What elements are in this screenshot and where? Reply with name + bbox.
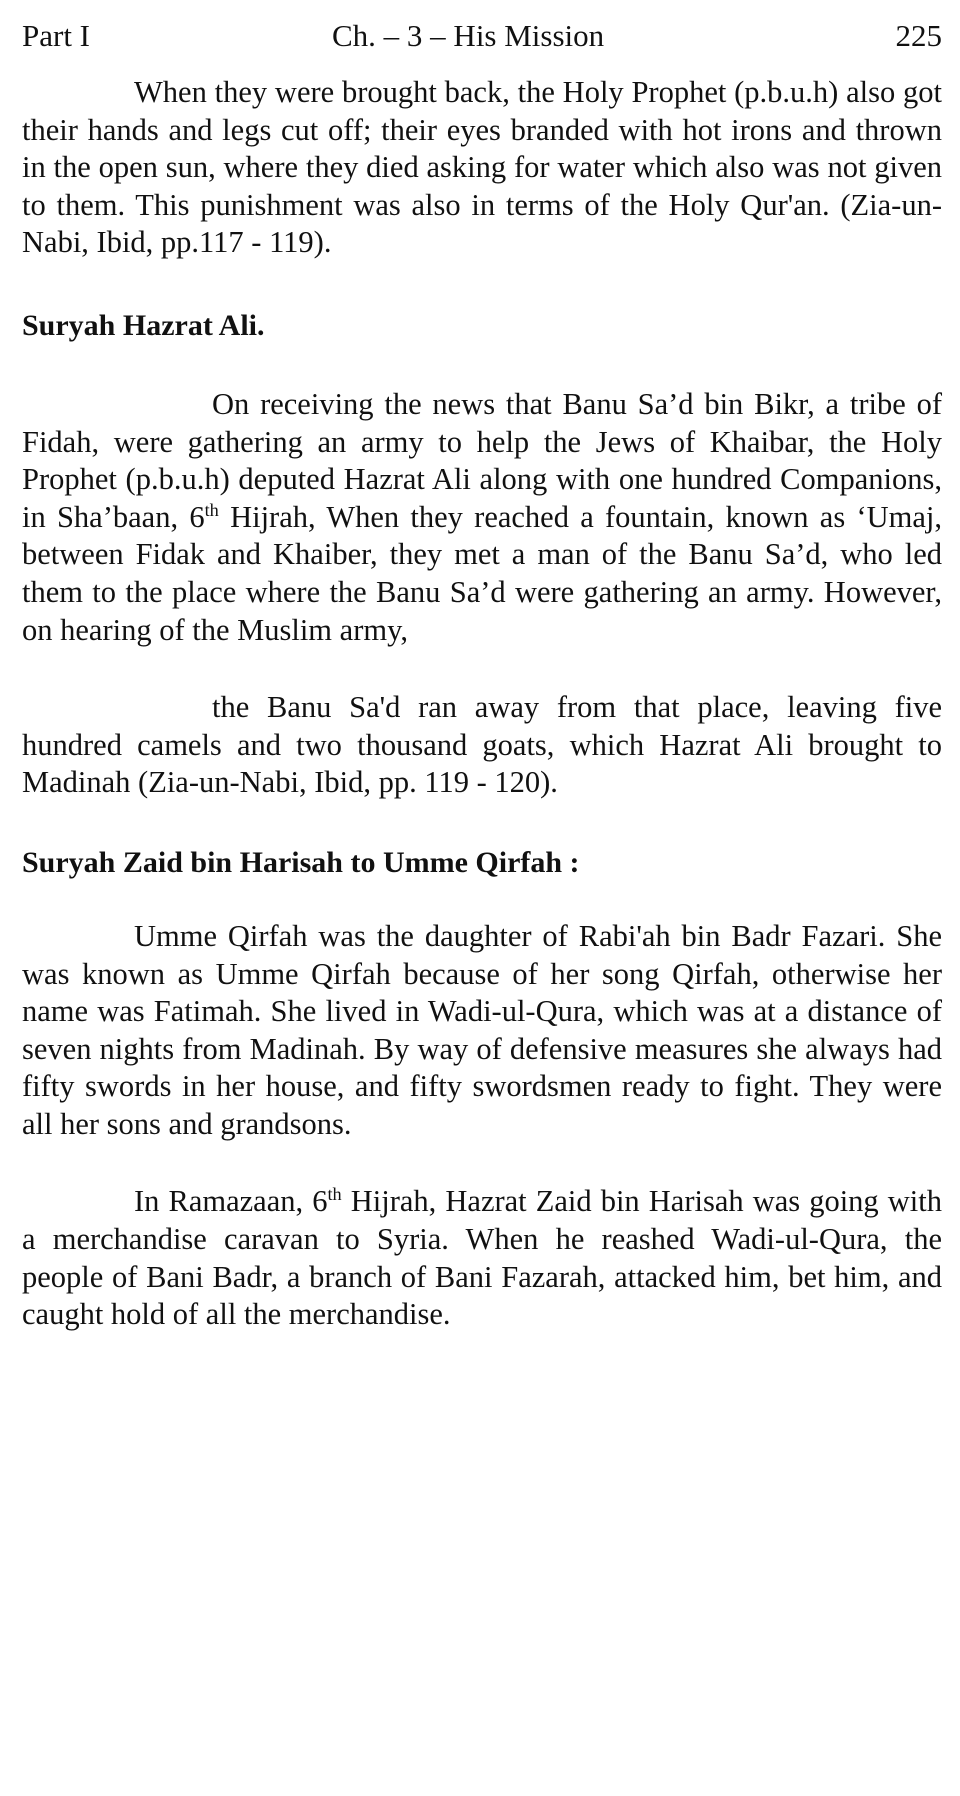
heading-suryah-hazrat-ali: Suryah Hazrat Ali. [22, 308, 265, 342]
ordinal-suffix: th [327, 1184, 342, 1205]
ordinal-suffix: th [204, 499, 219, 520]
page-number: 225 [895, 18, 942, 53]
paragraph-banu-sad-flee: the Banu Sa'd ran away from that place, leaving five hundred camels and two thousand goats, which Hazrat Ali brought to Madinah (Zia-un-Nabi, Ibid, pp. 119 - 120). [22, 690, 942, 800]
paragraph-text-part: On receiving the news that Banu Sa’d bin Bikr, a tribe of Fidah, were gathering an army to help the Jews of Khaibar, the Holy Prophet (p.b.u.h) deputed Hazrat Ali along with one hundred Companions, in Sha’baan, 6 [22, 386, 942, 534]
paragraph-umme-qirfah: Umme Qirfah was the daughter of Rabi'ah bin Badr Fazari. She was known as Umme Qirfah because of her song Qirfah, otherwise her name was Fatimah. She lived in Wadi-ul-Qura, which was at a distance of seven nights from Madinah. By way of defensive measures she always had fifty swords in her house, and fifty swordsmen ready to fight. They were all her sons and grandsons. [22, 918, 942, 1141]
chapter-title: Ch. – 3 – His Mission [332, 18, 605, 53]
paragraph-text-part: Hijrah, Hazrat Zaid bin Harisah was going with a merchandise caravan to Syria. When he reashed Wadi-ul-Qura, the people of Bani Badr, a branch of Bani Fazarah, attacked him, bet him, and caught hold of all the merchandise. [22, 1184, 942, 1332]
paragraph-punishment: When they were brought back, the Holy Prophet (p.b.u.h) also got their hands and legs cut off; their eyes branded with hot irons and thrown in the open sun, where they died asking for water which also was not given to them. This punishment was also in terms of the Holy Qur'an. (Zia-un-Nabi, Ibid, pp.117 - 119). [22, 75, 942, 260]
running-header [22, 16, 942, 56]
paragraph-banu-sad-news [22, 386, 942, 649]
heading-suryah-zaid: Suryah Zaid bin Harisah to Umme Qirfah : [22, 845, 580, 879]
part-label: Part I [22, 18, 91, 53]
paragraph-text-part: Hijrah, When they reached a fountain, known as ‘Umaj, between Fidak and Khaiber, they met a man of the Banu Sa’d, who led them to the place where the Banu Sa’d were gathering an army. However, on hearing of the Muslim army, [22, 499, 942, 647]
book-page [22, 0, 942, 1334]
paragraph-text-part: In Ramazaan, 6 [134, 1184, 328, 1219]
paragraph-ramazaan-caravan [22, 1183, 942, 1333]
